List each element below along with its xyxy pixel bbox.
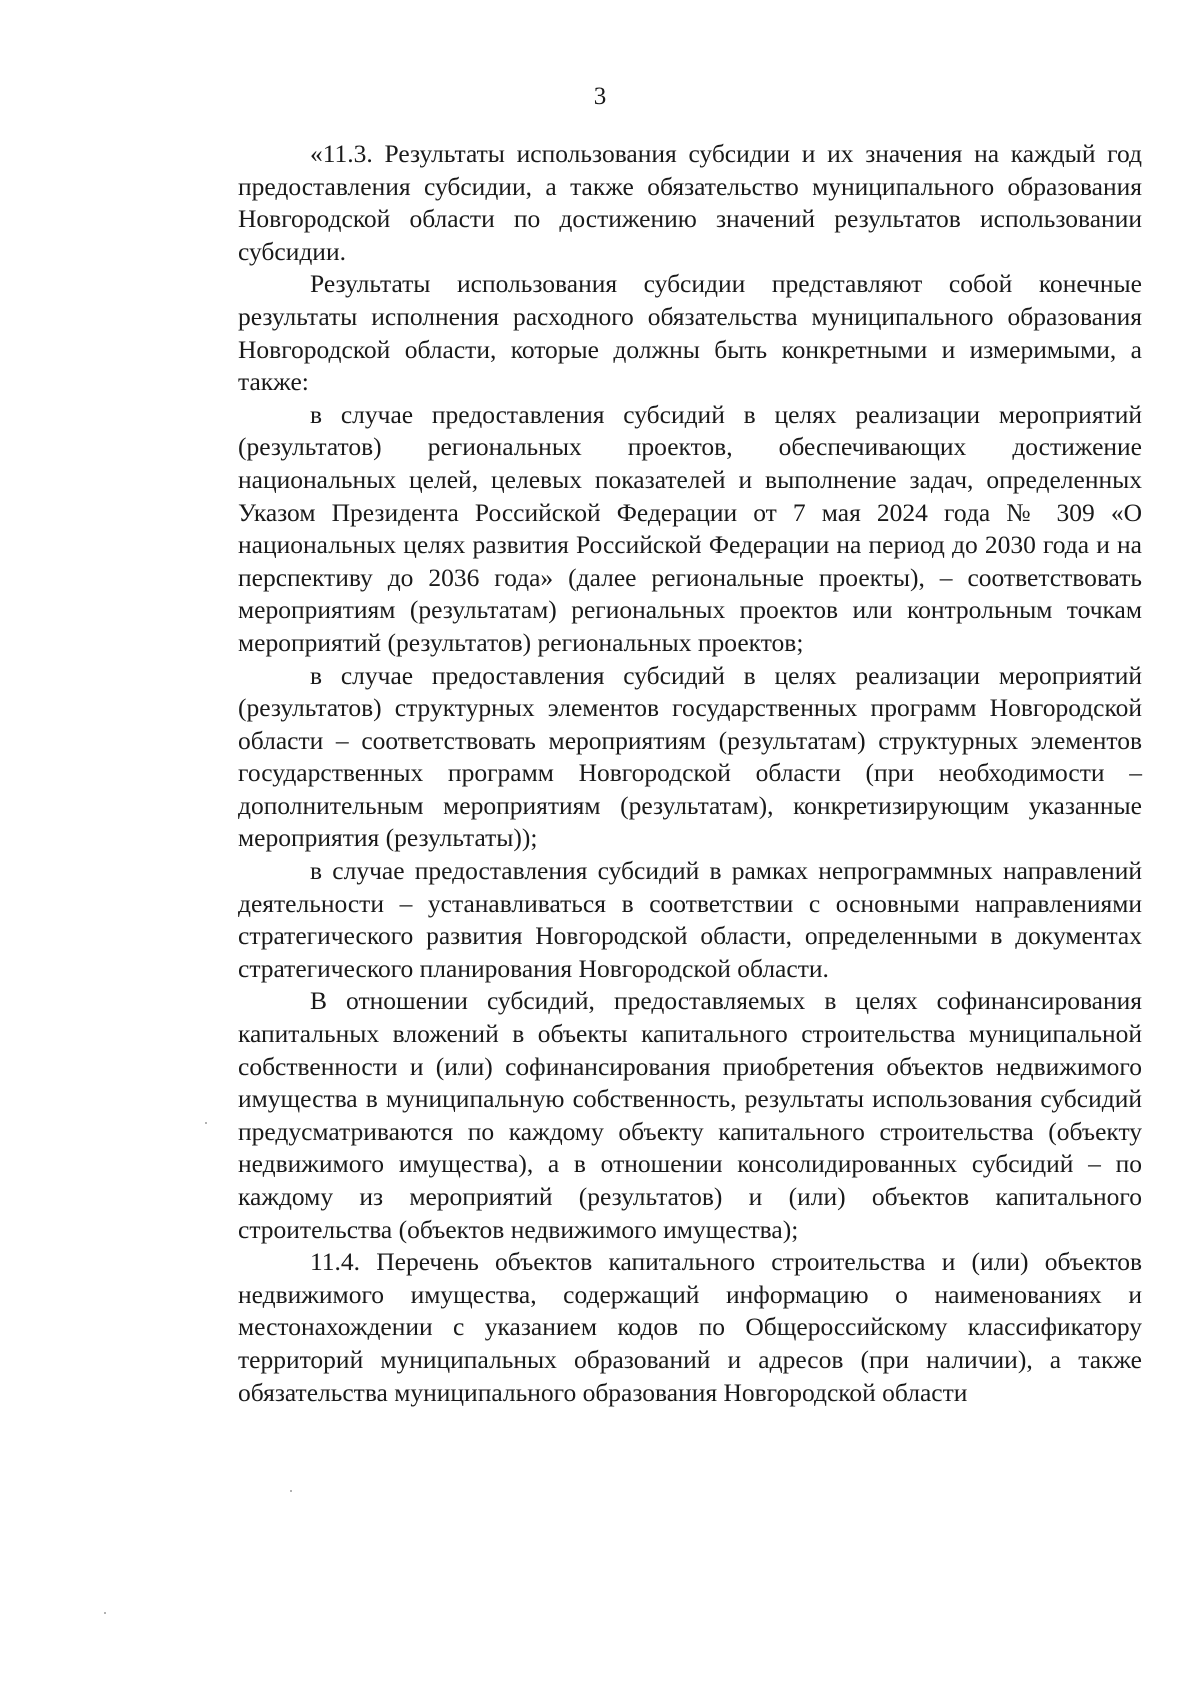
scan-speck [104, 1612, 106, 1614]
paragraph-non-program: в случае предоставления субсидий в рамках непрограммных направлений деятельности – устанавливаться в соответствии с основными направлениями стратегического развития Новгородской области, определенными в документах стратегического планирования Новгородской области. [238, 856, 1142, 983]
scan-speck [290, 1490, 292, 1492]
paragraph-11-4-heading: 11.4. Перечень объектов капитального строительства и (или) объектов недвижимого имущества, содержащий информацию о наименованиях и местонахождении с указанием кодов по Общероссийскому классификатору территорий муниципальных образований и адресов (при наличии), а также обязательства муниципального образования Новгородской области [238, 1247, 1142, 1407]
paragraph-regional-projects: в случае предоставления субсидий в целях реализации мероприятий (результатов) региональных проектов, обеспечивающих достижение национальных целей, целевых показателей и выполнение задач, определенных Указом Президента Российской Федерации от 7 мая 2024 года № 309 «О национальных целях развития Российской Федерации на период до 2030 года и на перспективу до 2036 года» (далее региональные проекты), – соответствовать мероприятиям (результатам) региональных проектов или контрольным точкам мероприятий (результатов) региональных проектов; [238, 399, 1142, 657]
paragraph-results-definition: Результаты использования субсидии представляют собой конечные результаты исполнения расходного обязательства муниципального образования Новгородской области, которые должны быть конкретными и измеримыми, а также: [238, 269, 1142, 397]
paragraph-capital-investments: В отношении субсидий, предоставляемых в целях софинансирования капитальных вложений в объекты капитального строительства муниципальной собственности и (или) софинансирования приобретения объектов недвижимого имущества в муниципальную собственность, результаты использования субсидий предусматриваются по каждому объекту капитального строительства (объекту недвижимого имущества), а в отношении консолидированных субсидий – по каждому из мероприятий (результатов) и (или) объектов капитального строительства (объектов недвижимого имущества); [238, 986, 1142, 1244]
page-number: 3 [593, 83, 607, 110]
paragraph-state-programs: в случае предоставления субсидий в целях реализации мероприятий (результатов) структурных элементов государственных программ Новгородской области – соответствовать мероприятиям (результатам) структурных элементов государственных программ Новгородской области (при необходимости – дополнительным мероприятиям (результатам), конкретизирующим указанные мероприятия (результаты)); [238, 660, 1142, 853]
scan-speck [205, 1122, 207, 1124]
document-body [238, 138, 1142, 1409]
paragraph-11-3-heading: «11.3. Результаты использования субсидии и их значения на каждый год предоставления субсидии, а также обязательство муниципального образования Новгородской области по достижению значений результатов использовании субсидии. [238, 139, 1142, 266]
